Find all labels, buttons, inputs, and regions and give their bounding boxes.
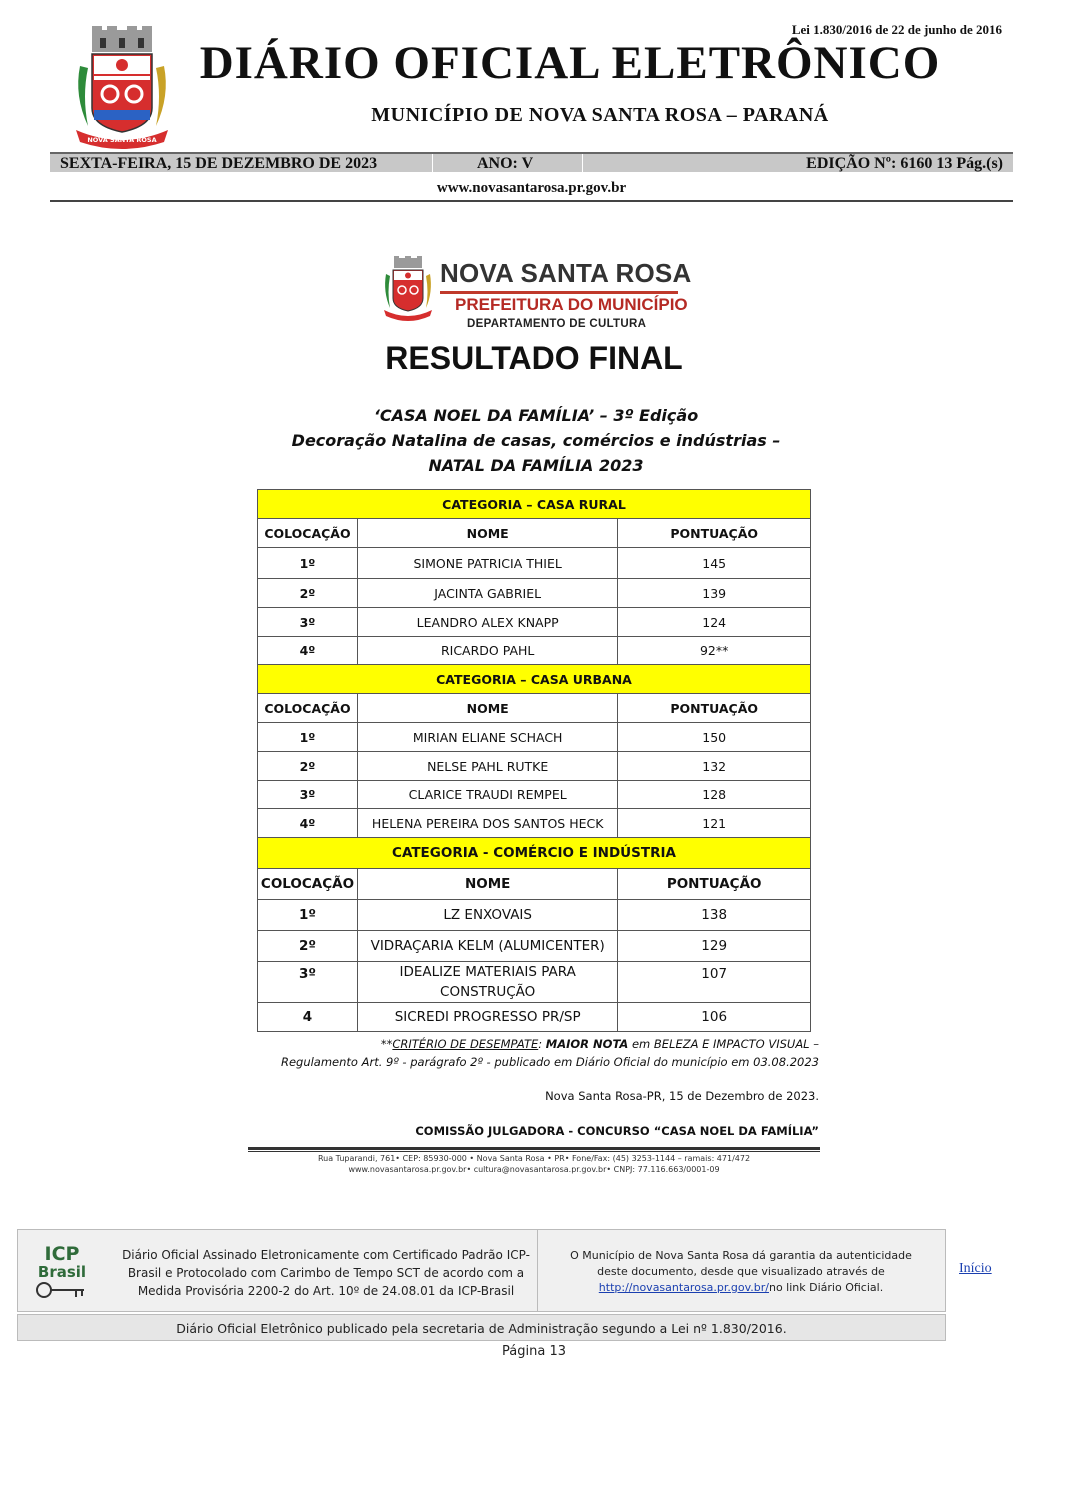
name-cell: HELENA PEREIRA DOS SANTOS HECK (357, 809, 617, 838)
place-cell: 2º (258, 579, 358, 608)
place-cell: 2º (258, 931, 358, 962)
column-header: PONTUAÇÃO (618, 869, 811, 900)
category-header-row (258, 490, 811, 519)
letterhead-divider (440, 291, 678, 294)
document-heading: RESULTADO FINAL (385, 340, 683, 376)
note-bold: MAIOR NOTA (545, 1037, 629, 1051)
place-cell: 1º (258, 548, 358, 579)
letterhead-department: DEPARTAMENTO DE CULTURA (467, 318, 647, 330)
name-cell: SICREDI PROGRESSO PR/SP (357, 1003, 617, 1032)
name-cell: RICARDO PAHL (357, 637, 617, 665)
document-footer-rule (248, 1147, 820, 1150)
score-cell: 132 (618, 752, 811, 781)
event-name: NATAL DA FAMÍLIA 2023 (428, 456, 644, 475)
column-header: COLOCAÇÃO (258, 694, 358, 723)
score-cell: 139 (618, 579, 811, 608)
address-line: Rua Tuparandi, 761• CEP: 85930-000 • Nova Santa Rosa • PR• Fone/Fax: (45) 3253-1144 – ramais: 471/472 (317, 1154, 751, 1163)
score-cell: 150 (618, 723, 811, 752)
name-cell: NELSE PAHL RUTKE (357, 752, 617, 781)
table-row (258, 579, 811, 608)
name-cell: SIMONE PATRICIA THIEL (357, 548, 617, 579)
icp-key-icon (32, 1240, 92, 1304)
name-cell: MIRIAN ELIANE SCHACH (357, 723, 617, 752)
column-header: PONTUAÇÃO (618, 694, 811, 723)
page-number: Página 13 (502, 1344, 566, 1359)
name-cell: LEANDRO ALEX KNAPP (357, 608, 617, 637)
table-row (258, 752, 811, 781)
municipal-crest-icon (72, 26, 172, 150)
column-header: PONTUAÇÃO (618, 519, 811, 548)
place-cell: 4º (258, 809, 358, 838)
place-cell: 3º (258, 781, 358, 809)
gazette-subtitle: MUNICÍPIO DE NOVA SANTA ROSA – PARANÁ (371, 104, 829, 126)
category-header-row (258, 665, 811, 694)
note-rest: em BELEZA E IMPACTO VISUAL – (628, 1037, 819, 1051)
column-header: COLOCAÇÃO (258, 869, 358, 900)
tiebreak-note (381, 1037, 819, 1051)
certification-text: Diário Oficial Assinado Eletronicamente com Certificado Padrão ICP-Brasil e Protocolado com Carimbo de Tempo SCT de acordo com a Medida Provisória 2200-2 do Art. 10º de 24.08.01 da ICP-Brasil (122, 1248, 530, 1298)
table-row (258, 1003, 811, 1032)
name-cell: LZ ENXOVAIS (357, 900, 617, 931)
municipal-crest-icon (382, 256, 434, 322)
edition-year: ANO: V (477, 155, 534, 172)
inicio-link[interactable]: Início (959, 1261, 992, 1276)
table-row (258, 931, 811, 962)
regulation-note: Regulamento Art. 9º - parágrafo 2º - publicado em Diário Oficial do município em 03.08.2023 (280, 1055, 819, 1069)
category-header-row (258, 838, 811, 869)
column-header-row (258, 694, 811, 723)
column-header: NOME (357, 519, 617, 548)
table-row (258, 548, 811, 579)
name-cell: IDEALIZE MATERIAIS PARA CONSTRUÇÃO (357, 962, 617, 1003)
edition-date: SEXTA-FEIRA, 15 DE DEZEMBRO DE 2023 (60, 155, 378, 172)
place-cell: 4º (258, 637, 358, 665)
name-cell: VIDRAÇARIA KELM (ALUMICENTER) (357, 931, 617, 962)
place-cell: 3º (258, 608, 358, 637)
place-cell: 4 (258, 1003, 358, 1032)
column-header-row (258, 869, 811, 900)
authenticity-note (558, 1248, 924, 1296)
gazette-website: www.novasantarosa.pr.gov.br (436, 180, 627, 196)
icp-line1: ICP (44, 1243, 80, 1265)
name-cell: JACINTA GABRIEL (357, 579, 617, 608)
gazette-title: DIÁRIO OFICIAL ELETRÔNICO (199, 37, 941, 89)
column-header: NOME (357, 694, 617, 723)
score-cell: 124 (618, 608, 811, 637)
score-cell: 107 (618, 962, 811, 1003)
authenticity-link[interactable]: http://novasantarosa.pr.gov.br/ (598, 1281, 769, 1294)
table-row (258, 962, 811, 1003)
score-cell: 145 (618, 548, 811, 579)
place-cell: 1º (258, 723, 358, 752)
column-header-row (258, 519, 811, 548)
column-header: NOME (357, 869, 617, 900)
icp-line2: Brasil (37, 1263, 87, 1281)
edition-number: EDIÇÃO Nº: 6160 13 Pág.(s) (806, 155, 1003, 172)
name-cell: CLARICE TRAUDI REMPEL (357, 781, 617, 809)
letterhead-org-name: NOVA SANTA ROSA (440, 258, 692, 288)
table-row (258, 781, 811, 809)
document-footer-rule (248, 1151, 820, 1152)
contact-line: www.novasantarosa.pr.gov.br• cultura@novasantarosa.pr.gov.br• CNPJ: 77.116.663/0001-09 (348, 1165, 720, 1174)
letterhead-org-sub: PREFEITURA DO MUNICÍPIO (455, 295, 688, 314)
results-table (257, 489, 811, 1032)
table-row (258, 723, 811, 752)
place-cell: 3º (258, 962, 358, 1003)
crest-banner-text: NOVA SANTA ROSA (87, 136, 157, 144)
note-prefix: ** (380, 1037, 393, 1051)
table-row (258, 900, 811, 931)
note-criterion: CRITÉRIO DE DESEMPATE (392, 1037, 539, 1051)
place-and-date: Nova Santa Rosa-PR, 15 de Dezembro de 2023. (545, 1089, 819, 1103)
table-row (258, 608, 811, 637)
score-cell: 121 (618, 809, 811, 838)
event-title: ‘CASA NOEL DA FAMÍLIA’ – 3º Edição (373, 406, 699, 425)
score-cell: 128 (618, 781, 811, 809)
signature-line: COMISSÃO JULGADORA - CONCURSO “CASA NOEL DA FAMÍLIA” (415, 1124, 819, 1138)
certification-box (17, 1229, 946, 1312)
category-title: CATEGORIA – CASA RURAL (258, 490, 811, 519)
published-bar: Diário Oficial Eletrônico publicado pela secretaria de Administração segundo a Lei nº 1.830/2016. (17, 1314, 946, 1341)
place-cell: 2º (258, 752, 358, 781)
masthead-divider (50, 200, 1013, 202)
column-header: COLOCAÇÃO (258, 519, 358, 548)
edition-info-bar (50, 152, 1013, 172)
score-cell: 106 (618, 1003, 811, 1032)
authenticity-suffix: no link Diário Oficial. (768, 1281, 884, 1294)
table-row (258, 637, 811, 665)
law-reference: Lei 1.830/2016 de 22 de junho de 2016 (791, 22, 1002, 37)
score-cell: 138 (618, 900, 811, 931)
table-row (258, 809, 811, 838)
score-cell: 92** (618, 637, 811, 665)
category-title: CATEGORIA - COMÉRCIO E INDÚSTRIA (258, 838, 811, 869)
place-cell: 1º (258, 900, 358, 931)
category-title: CATEGORIA – CASA URBANA (258, 665, 811, 694)
event-description: Decoração Natalina de casas, comércios e indústrias – (291, 431, 781, 450)
note-colon: : (538, 1037, 546, 1051)
score-cell: 129 (618, 931, 811, 962)
authenticity-text: O Município de Nova Santa Rosa dá garantia da autenticidade deste documento, desde que visualizado através de (570, 1249, 912, 1278)
